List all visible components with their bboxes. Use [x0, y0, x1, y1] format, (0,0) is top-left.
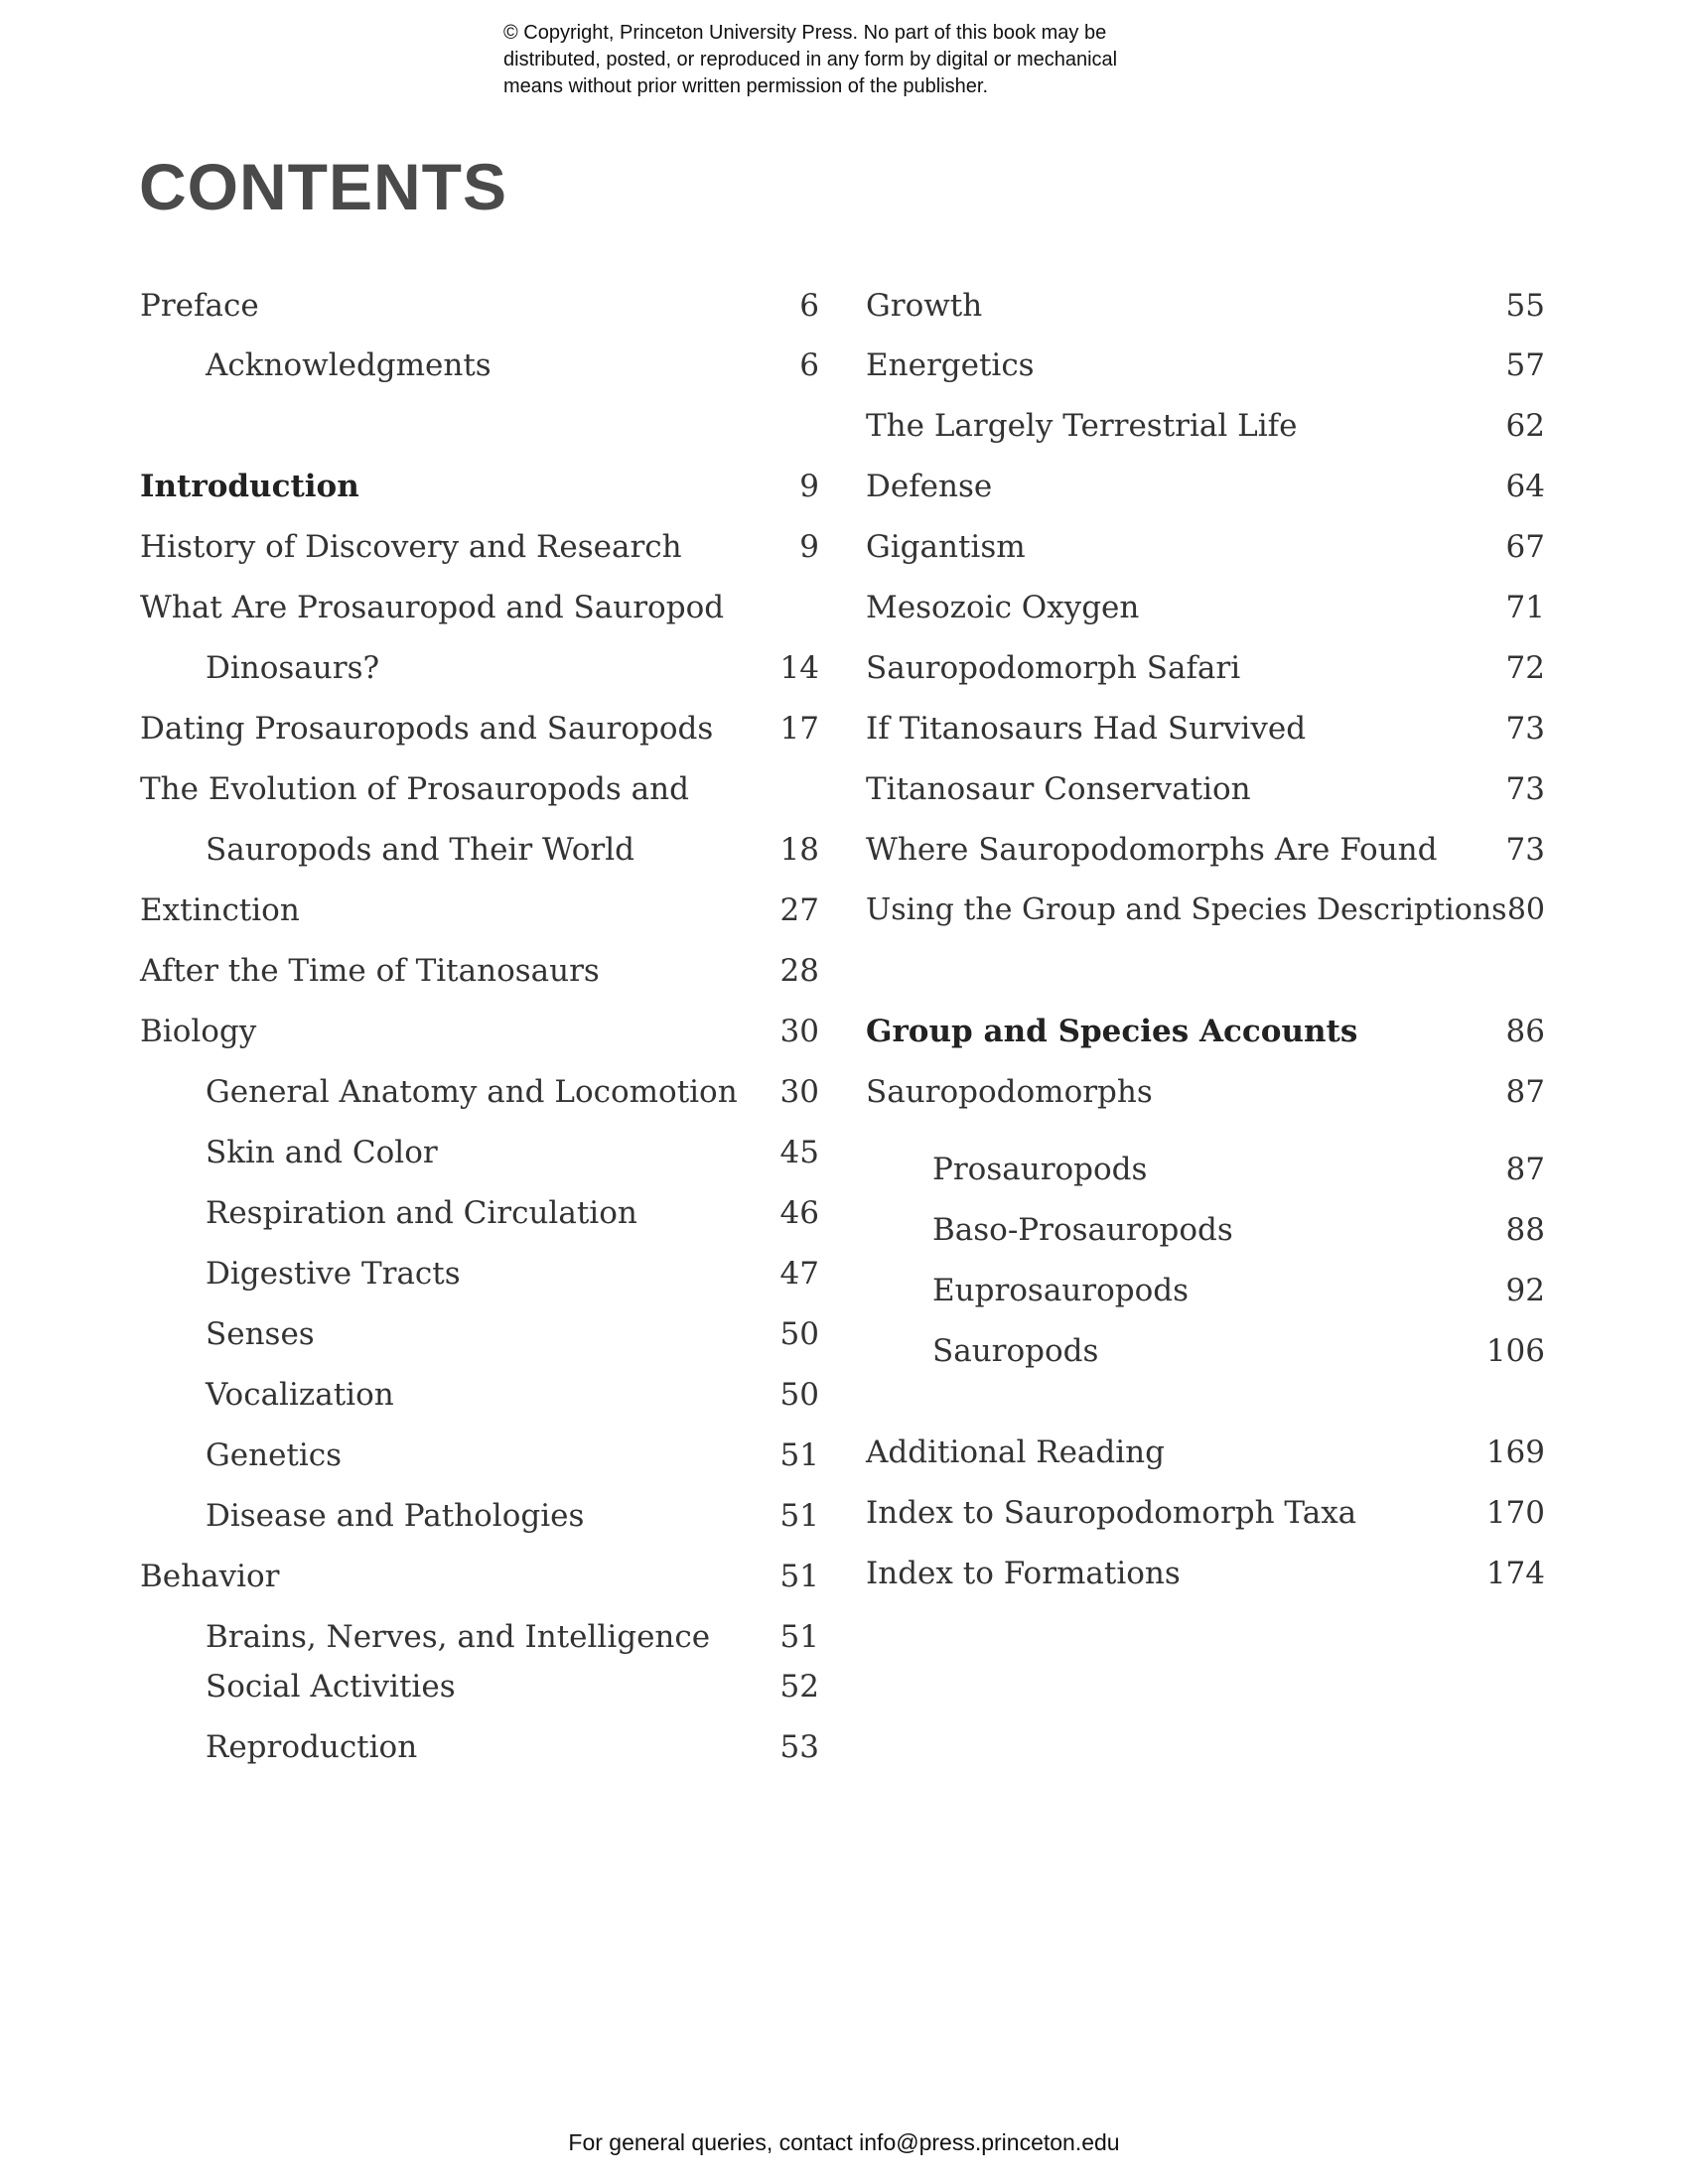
toc-entry-title: Vocalization: [206, 1377, 394, 1413]
toc-entry-title: Where Sauropodomorphs Are Found: [866, 832, 1438, 868]
toc-entry: [866, 345, 1545, 385]
toc-entry-page: 55: [1505, 288, 1545, 324]
toc-entry-page: 6: [799, 347, 819, 383]
toc-entry-page: 6: [799, 288, 819, 324]
toc-entry: [866, 648, 1545, 688]
toc-entry: [866, 588, 1545, 627]
toc-entry: [866, 286, 1545, 326]
toc-entry-page: 14: [779, 650, 819, 686]
toc-entry: [206, 1496, 819, 1536]
toc-entry-title: Growth: [866, 288, 983, 324]
toc-entry-page: 9: [799, 529, 819, 565]
toc-entry-page: 71: [1505, 590, 1545, 625]
toc-entry-page: 18: [779, 832, 819, 868]
toc-entry: [206, 1617, 819, 1657]
toc-entry: [866, 1433, 1545, 1472]
toc-entry-title: Sauropods and Their World: [206, 832, 635, 868]
toc-entry-title: Respiration and Circulation: [206, 1195, 637, 1231]
toc-entry-page: 9: [799, 469, 819, 504]
copyright-notice: [503, 20, 1218, 100]
toc-entry-page: 45: [779, 1135, 819, 1170]
page-title: CONTENTS: [139, 150, 507, 223]
toc-entry-title: Index to Sauropodomorph Taxa: [866, 1495, 1357, 1531]
toc-entry: [866, 467, 1545, 506]
toc-entry-title: Prosauropods: [932, 1152, 1148, 1187]
toc-entry-title: Extinction: [140, 892, 300, 928]
toc-entry-page: 87: [1505, 1074, 1545, 1110]
toc-entry-title: Index to Formations: [866, 1556, 1181, 1591]
toc-entry-title: The Largely Terrestrial Life: [866, 408, 1298, 444]
toc-entry-page: 51: [779, 1559, 819, 1594]
toc-entry-title: Social Activities: [206, 1669, 456, 1705]
toc-entry-page: 87: [1505, 1152, 1545, 1187]
toc-entry-title: Dating Prosauropods and Sauropods: [140, 711, 714, 747]
toc-entry-title: If Titanosaurs Had Survived: [866, 711, 1307, 747]
toc-entry-title: Sauropodomorphs: [866, 1074, 1153, 1110]
toc-entry-page: 73: [1505, 832, 1545, 868]
toc-entry: [206, 1435, 819, 1475]
toc-entry-page: 30: [779, 1074, 819, 1110]
toc-entry-title: Biology: [140, 1014, 257, 1049]
toc-entry-page: 73: [1505, 711, 1545, 747]
toc-entry: [866, 527, 1545, 567]
toc-entry: [140, 709, 819, 749]
toc-entry-page: 53: [779, 1729, 819, 1765]
toc-entry-title: Acknowledgments: [206, 347, 492, 383]
toc-entry: [866, 1554, 1545, 1593]
toc-entry-page: 62: [1505, 408, 1545, 444]
toc-entry: [866, 709, 1545, 749]
toc-entry-title: Preface: [140, 288, 259, 324]
toc-entry: [932, 1271, 1545, 1310]
toc-entry-page: 51: [779, 1619, 819, 1655]
toc-entry: [140, 588, 819, 627]
toc-entry-page: 72: [1505, 650, 1545, 686]
toc-entry: [932, 1150, 1545, 1189]
toc-entry-page: 27: [779, 892, 819, 928]
copyright-line: means without prior written permission of the publisher.: [503, 75, 989, 97]
toc-entry: [206, 1667, 819, 1706]
toc-entry-page: 106: [1485, 1333, 1545, 1369]
toc-entry-title: What Are Prosauropod and Sauropod: [140, 590, 725, 625]
toc-entry: [140, 527, 819, 567]
toc-entry-title: Brains, Nerves, and Intelligence: [206, 1619, 711, 1655]
toc-entry-title: Mesozoic Oxygen: [866, 590, 1140, 625]
toc-entry: [932, 1210, 1545, 1250]
toc-entry-title: Digestive Tracts: [206, 1256, 461, 1292]
toc-section-heading: [866, 1012, 1545, 1051]
toc-entry-title: Energetics: [866, 347, 1035, 383]
toc-entry-page: 46: [779, 1195, 819, 1231]
toc-entry-title: The Evolution of Prosauropods and: [140, 771, 689, 807]
toc-entry-title: Sauropods: [932, 1333, 1099, 1369]
toc-entry-page: 57: [1505, 347, 1545, 383]
toc-entry-page: 169: [1485, 1434, 1545, 1470]
toc-entry-page: 64: [1505, 469, 1545, 504]
toc-entry: [866, 830, 1545, 870]
toc-entry-title: Genetics: [206, 1437, 343, 1473]
toc-entry: [206, 648, 819, 688]
toc-entry: [206, 1375, 819, 1415]
toc-entry: [206, 1727, 819, 1767]
toc-entry: [206, 1314, 819, 1354]
toc-entry-page: 47: [779, 1256, 819, 1292]
toc-entry-page: 30: [779, 1014, 819, 1049]
toc-entry: [206, 1072, 819, 1112]
toc-entry-title: General Anatomy and Locomotion: [206, 1074, 738, 1110]
toc-entry-page: 51: [779, 1437, 819, 1473]
toc-entry-title: Reproduction: [206, 1729, 418, 1765]
toc-section-heading: [140, 467, 819, 506]
toc-entry-page: 88: [1505, 1212, 1545, 1248]
toc-entry: [140, 1557, 819, 1596]
toc-entry-page: 73: [1505, 771, 1545, 807]
toc-entry: [140, 951, 819, 991]
toc-entry-title: Euprosauropods: [932, 1273, 1190, 1308]
toc-entry: [140, 890, 819, 930]
toc-entry: [866, 1493, 1545, 1533]
toc-entry-title: Using the Group and Species Descriptions: [866, 892, 1507, 927]
copyright-line: distributed, posted, or reproduced in any form by digital or mechanical: [503, 49, 1118, 70]
copyright-line: © Copyright, Princeton University Press. No part of this book may be: [503, 22, 1107, 44]
toc-entry: [866, 1072, 1545, 1112]
toc-entry-title: Skin and Color: [206, 1135, 438, 1170]
toc-entry-page: 67: [1505, 529, 1545, 565]
toc-entry-page: 28: [779, 953, 819, 989]
toc-entry-page: 170: [1485, 1495, 1545, 1531]
toc-entry-title: Group and Species Accounts: [866, 1014, 1358, 1049]
toc-entry-page: 52: [779, 1669, 819, 1705]
toc-entry-title: Defense: [866, 469, 993, 504]
toc-entry-title: After the Time of Titanosaurs: [140, 953, 600, 989]
footer-contact: For general queries, contact info@press.princeton.edu: [568, 2129, 1120, 2155]
toc-entry: [206, 1193, 819, 1233]
toc-entry-title: Introduction: [140, 469, 359, 504]
toc-entry-page: 51: [779, 1498, 819, 1534]
toc-entry-title: Behavior: [140, 1559, 280, 1594]
toc-entry: [206, 1254, 819, 1294]
toc-entry-page: 80: [1506, 892, 1545, 927]
toc-entry: [206, 345, 819, 385]
toc-entry-page: 17: [779, 711, 819, 747]
toc-entry-title: Titanosaur Conservation: [866, 771, 1251, 807]
toc-entry: [140, 1012, 819, 1051]
toc-entry-page: 92: [1505, 1273, 1545, 1308]
toc-entry-title: Senses: [206, 1316, 315, 1352]
toc-entry-title: Disease and Pathologies: [206, 1498, 585, 1534]
toc-entry: [206, 830, 819, 870]
toc-entry: [866, 890, 1545, 930]
toc-entry: [140, 769, 819, 809]
toc-entry-title: Dinosaurs?: [206, 650, 380, 686]
toc-entry-page: 174: [1485, 1556, 1545, 1591]
toc-entry: [866, 406, 1545, 446]
toc-entry-title: Baso-Prosauropods: [932, 1212, 1233, 1248]
toc-entry-title: Additional Reading: [866, 1434, 1165, 1470]
toc-entry: [866, 769, 1545, 809]
toc-entry-title: Gigantism: [866, 529, 1026, 565]
toc-entry: [140, 286, 819, 326]
toc-entry: [206, 1133, 819, 1172]
toc-entry-page: 50: [779, 1316, 819, 1352]
toc-entry-page: 50: [779, 1377, 819, 1413]
toc-entry-title: Sauropodomorph Safari: [866, 650, 1241, 686]
toc-entry-page: 86: [1505, 1014, 1545, 1049]
toc-entry: [932, 1331, 1545, 1371]
toc-entry-title: History of Discovery and Research: [140, 529, 682, 565]
